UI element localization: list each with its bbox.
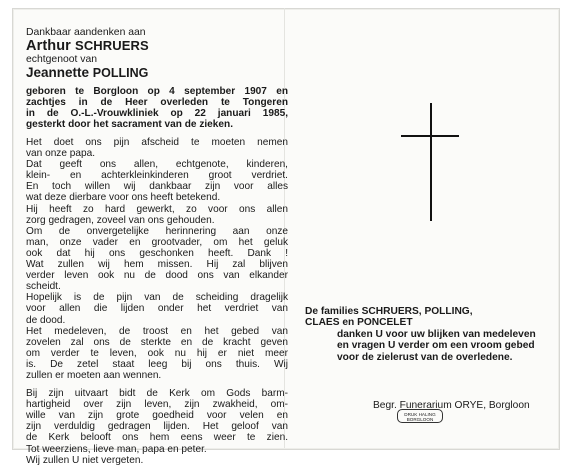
text-line: voor allen die lijden onder het verdriet van bbox=[26, 303, 288, 315]
biography-line: zachtjes in de Heer overleden te Tongeren bbox=[26, 97, 288, 108]
text-line: om verder te leven, ook nu hij er niet meer bbox=[26, 347, 288, 359]
text-line: wille van zijn grote goedheid voor velen en bbox=[26, 410, 288, 422]
funeral-home-text: Begr. Funerarium ORYE, Borgloon bbox=[373, 400, 530, 411]
spouse-first-name: Jeannette bbox=[26, 65, 90, 80]
text-line: Wat zullen wij hem missen. Hij zal blijven bbox=[26, 259, 288, 271]
spouse-last-name: POLLING bbox=[92, 66, 149, 80]
text-line: van onze papa. bbox=[26, 148, 96, 160]
text-line: Hij heeft zo hard gewerkt, zo voor ons allen bbox=[26, 203, 288, 215]
deceased-name bbox=[26, 38, 288, 54]
thanks-line: voor de zielerust van de overledene. bbox=[337, 351, 513, 363]
text-line: En toch willen wij dankbaar zijn voor alles bbox=[26, 181, 288, 193]
text-line: zovelen zal ons de sterkte en de kracht geven bbox=[26, 336, 288, 348]
families-thanks-block bbox=[305, 306, 555, 363]
thanks-line: danken U voor uw blijken van medeleven bbox=[337, 328, 536, 340]
text-line: Om de onvergetelijke herinnering aan onze bbox=[26, 225, 288, 237]
biography-line: geboren te Borgloon op 4 september 1907 en bbox=[26, 86, 288, 97]
text-line: Het medeleven, de troost en het gebed van bbox=[26, 325, 288, 337]
biography-line: gesterkt door het sacrament van de zieken. bbox=[26, 119, 233, 130]
text-line: Dat geeft ons allen, echtgenote, kinderen, bbox=[26, 159, 288, 171]
printer-town: BORGLOON bbox=[406, 417, 434, 422]
text-line: hartigheid over zijn leven, zijn zwakheid, om- bbox=[26, 399, 288, 411]
spouse-name bbox=[26, 65, 288, 81]
text-line: man, onze vader en grootvader, om het geluk bbox=[26, 236, 288, 248]
text-line: klein- en achterkleinkinderen groot verdriet. bbox=[26, 170, 288, 182]
text-line: zullen er moeten aan wennen. bbox=[26, 369, 162, 381]
remembrance-heading bbox=[26, 27, 288, 38]
families-line: De families SCHRUERS, POLLING, bbox=[305, 306, 473, 317]
left-page bbox=[26, 27, 288, 466]
text-line: wat deze dierbare voor ons heeft betekend. bbox=[26, 192, 221, 204]
deceased-last-name: SCHRUERS bbox=[75, 38, 149, 53]
families-line: CLAES en PONCELET bbox=[305, 317, 413, 329]
text-paragraph-2 bbox=[26, 388, 288, 466]
printer-name: DRUK HALING bbox=[404, 412, 436, 417]
printer-stamp bbox=[397, 409, 443, 423]
text-line: Wij zullen U niet vergeten. bbox=[26, 454, 144, 466]
relation-text: echtgenoot van bbox=[26, 54, 98, 65]
cross-icon bbox=[430, 103, 432, 221]
biography-line: in de O.-L.-Vrouwkliniek op 22 januari 1985, bbox=[26, 108, 288, 119]
text-line: Hopelijk is de pijn van de scheiding dragelijk bbox=[26, 292, 288, 304]
biography-block bbox=[26, 86, 288, 130]
text-line: Tot weerziens, lieve man, papa en peter. bbox=[26, 443, 207, 455]
text-line: ook dat hij ons geschonken heeft. Dank ! bbox=[26, 247, 288, 259]
thanks-line: en vragen U verder om een vroom gebed bbox=[337, 340, 535, 352]
text-line: de Kerk belooft ons hem eens weer te zien. bbox=[26, 432, 288, 444]
cross-icon-bar bbox=[401, 135, 459, 137]
text-line: scheidt. bbox=[26, 281, 61, 293]
text-line: zorg gedragen, zoveel van ons gehouden. bbox=[26, 214, 215, 226]
deceased-first-name: Arthur bbox=[26, 38, 71, 54]
text-line: verder leven ook nu de dood ons van elkander bbox=[26, 270, 288, 282]
text-line: Het doet ons pijn afscheid te moeten nemen bbox=[26, 137, 288, 148]
text-line: Bij zijn uitvaart bidt de Kerk om Gods barm- bbox=[26, 388, 288, 400]
remembrance-text: Dankbaar aandenken aan bbox=[26, 27, 146, 38]
text-line: de dood. bbox=[26, 314, 66, 326]
text-line: is. De zetel staat leeg bij ons thuis. Wij bbox=[26, 358, 288, 370]
text-line: zijn verduldig gedragen lijden. Het geloof van bbox=[26, 421, 288, 433]
text-paragraph-1 bbox=[26, 137, 288, 381]
